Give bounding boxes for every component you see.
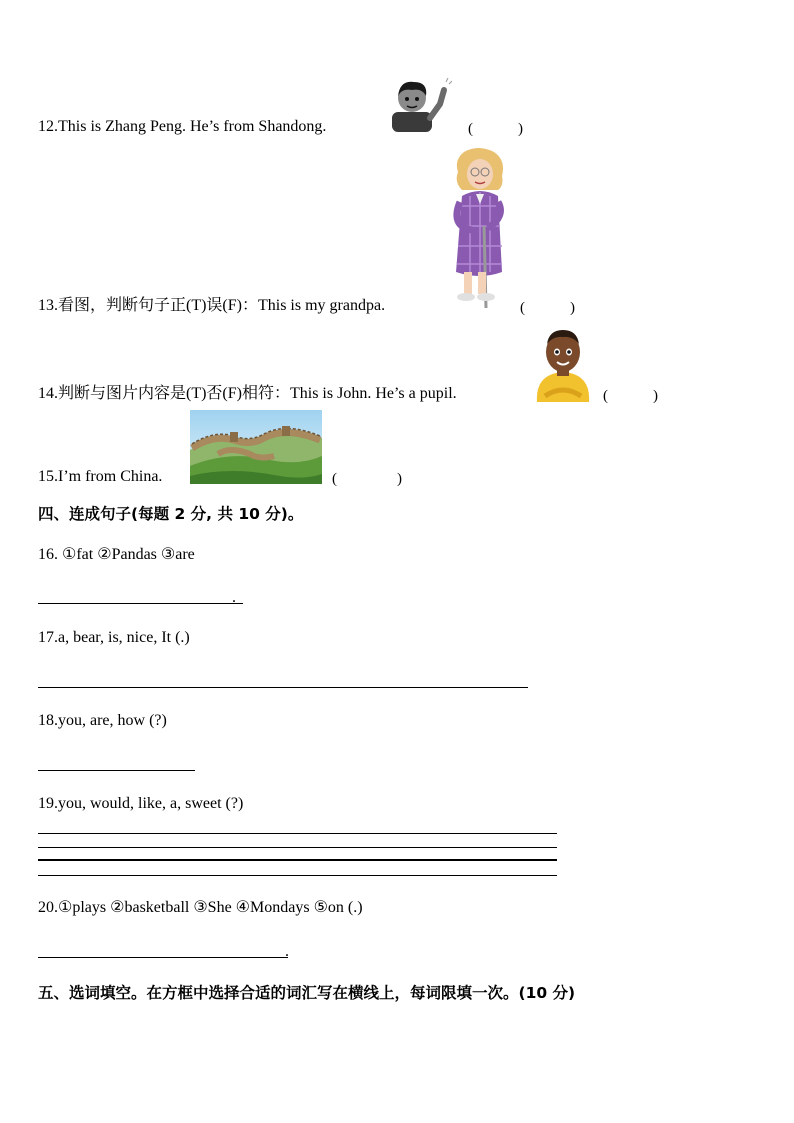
section-4-heading: 四、连成句子(每题 2 分, 共 10 分)。 xyxy=(38,505,304,523)
boy-yellow-shirt-picture xyxy=(533,326,593,402)
question-19-text: 19.you, would, like, a, sweet (?) xyxy=(38,795,244,812)
writing-line-19-1[interactable] xyxy=(38,833,557,834)
writing-line-19-2[interactable] xyxy=(38,847,557,848)
answer-parentheses-13[interactable]: ( ) xyxy=(520,300,575,316)
answer-line-16[interactable] xyxy=(38,603,243,604)
writing-line-19-3[interactable] xyxy=(38,859,557,861)
great-wall-picture xyxy=(190,410,322,484)
question-18-text: 18.you, are, how (?) xyxy=(38,712,167,729)
question-14-text: 14.判断与图片内容是(T)否(F)相符：This is John. He’s a pupil. xyxy=(38,385,457,402)
question-12-text: 12.This is Zhang Peng. He’s from Shandong. xyxy=(38,118,327,135)
answer-line-17[interactable] xyxy=(38,687,528,688)
writing-line-19-4[interactable] xyxy=(38,875,557,876)
answer-line-20[interactable] xyxy=(38,957,288,958)
end-mark-16: . xyxy=(232,589,236,606)
answer-line-18[interactable] xyxy=(38,770,195,771)
question-15-text: 15.I’m from China. xyxy=(38,468,163,485)
grandma-with-cane-picture xyxy=(442,146,514,310)
section-5-heading: 五、选词填空。在方框中选择合适的词汇写在横线上，每词限填一次。(10 分) xyxy=(38,984,576,1002)
question-20-text: 20.①plays ②basketball ③She ④Mondays ⑤on (.) xyxy=(38,899,363,916)
question-13-text: 13.看图，判断句子正(T)误(F)：This is my grandpa. xyxy=(38,297,386,314)
question-17-text: 17.a, bear, is, nice, It (.) xyxy=(38,629,190,646)
answer-parentheses-12[interactable]: ( ) xyxy=(468,121,523,137)
boy-waving-picture xyxy=(388,78,452,132)
answer-parentheses-14[interactable]: ( ) xyxy=(603,388,658,404)
end-mark-20: . xyxy=(285,943,289,960)
answer-parentheses-15[interactable]: ( ) xyxy=(332,471,402,487)
question-16-text: 16. ①fat ②Pandas ③are xyxy=(38,546,195,563)
